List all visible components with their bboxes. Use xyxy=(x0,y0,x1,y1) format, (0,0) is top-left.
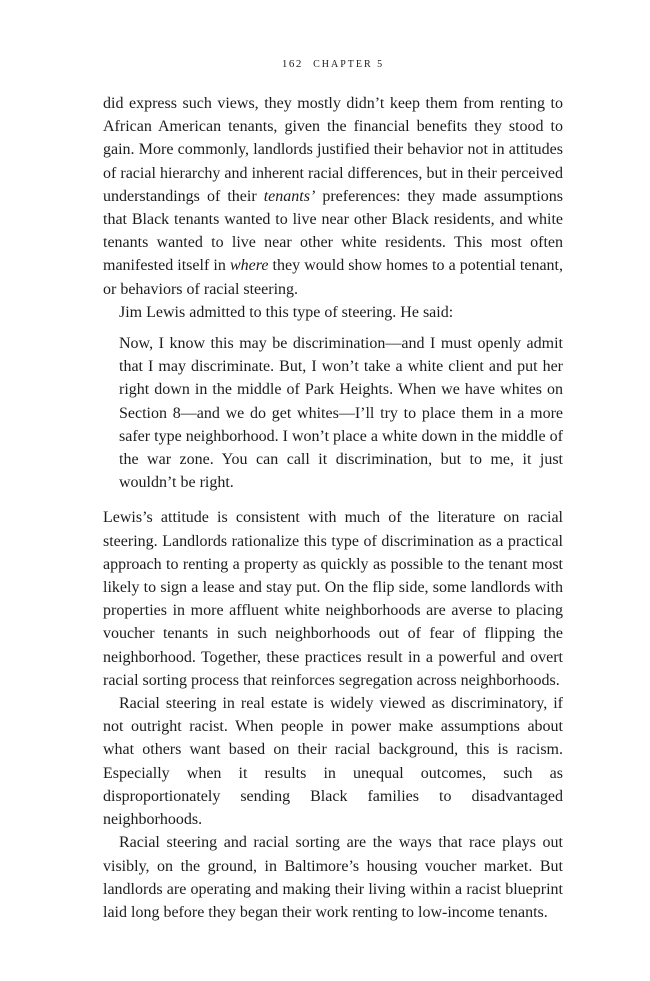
paragraph-1-emphasis-where: where xyxy=(229,257,269,275)
paragraph-3: Lewis’s attitude is consistent with much of the literature on racial steering. Landlords rationalize this type of discrimination as a practical approach to renting a property as quickly as possible to the tenant most likely to sign a lease and stay put. On the flip side, some landlords with properties in more affluent white neighborhoods are averse to placing voucher tenants in such neighborhoods out of fear of flipping the neighborhood. Together, these practices result in a powerful and overt racial sorting process that reinforces segregation across neighborhoods. xyxy=(103,509,563,689)
paragraph-1-part-2: preferences: they made assumptions that Black tenants wanted to live near other Black residents, and white tenants wanted to live near other white residents. This most often manifested itself in xyxy=(103,187,563,275)
paragraph-2: Jim Lewis admitted to this type of steering. He said: xyxy=(119,303,454,321)
paragraph-1-emphasis-tenants: tenants’ xyxy=(263,187,316,205)
page-number: 162 xyxy=(281,58,303,70)
block-quote-text: Now, I know this may be discrimination—and I must openly admit that I may discriminate. But, I won’t take a white client and put her right down in the middle of Park Heights. When we have whites on Section 8—and we do get whites—I’ll try to place them in a more safer type neighborhood. I won’t place a white down in the middle of the war zone. You can call it discrimination, but to me, it just wouldn’t be right. xyxy=(119,335,563,492)
paragraph-4: Racial steering in real estate is widely viewed as discriminatory, if not outright racist. When people in power make assumptions about what others want based on their racial background, this is racism. Especially when it results in unequal outcomes, such as disproportionately sending Black families to disadvantaged neighborhoods. xyxy=(103,695,563,829)
paragraph-5: Racial steering and racial sorting are the ways that race plays out visibly, on the ground, in Baltimore’s housing voucher market. But landlords are operating and making their living within a racist blueprint laid long before they began their work renting to low-income tenants. xyxy=(103,834,563,921)
paragraph-1-part-3: they would show homes to a potential tenant, or behaviors of racial steering. xyxy=(103,257,563,298)
page xyxy=(103,58,563,924)
chapter-label: CHAPTER 5 xyxy=(313,59,385,70)
running-head xyxy=(103,58,563,80)
paragraph-1 xyxy=(103,92,563,301)
paragraph-1-part-1: did express such views, they mostly didn’t keep them from renting to African American tenants, given the financial benefits they stood to gain. More commonly, landlords justified their behavior not in attitudes of racial hierarchy and inherent racial differences, but in their perceived understandings of their xyxy=(103,95,563,205)
block-quote xyxy=(119,332,563,494)
